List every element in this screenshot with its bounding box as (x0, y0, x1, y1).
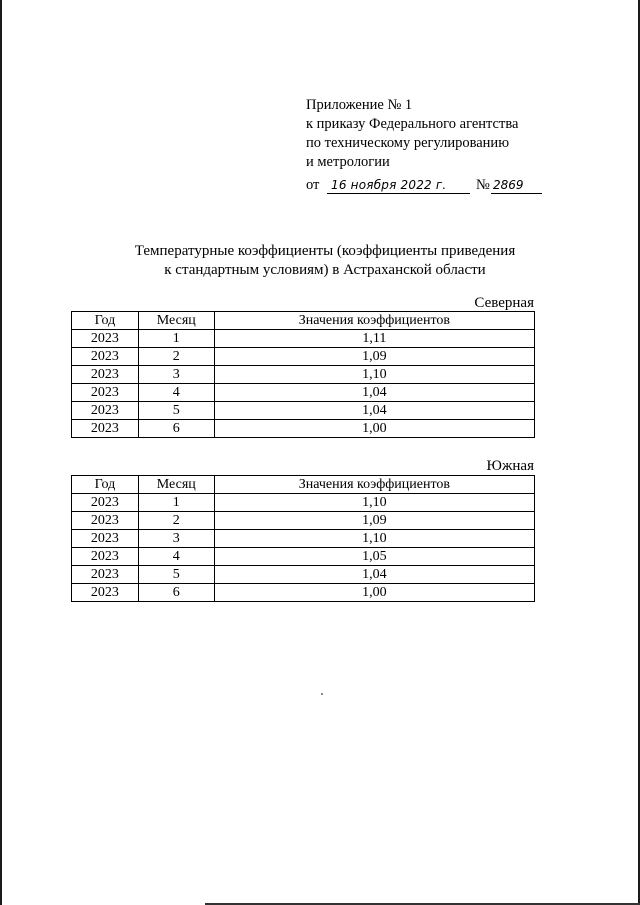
document-title (60, 242, 590, 280)
cell-coefficient: 1,05 (214, 548, 534, 566)
cell-month: 1 (138, 494, 214, 512)
table-header-row (72, 476, 535, 494)
region-label-south: Южная (486, 458, 534, 474)
cell-month: 5 (138, 566, 214, 584)
header-coefficient: Значения коэффициентов (214, 476, 534, 494)
handwritten-date: 16 ноября 2022 г. (327, 174, 470, 194)
coefficients-table-north (71, 311, 535, 438)
table-row (72, 494, 535, 512)
cell-coefficient: 1,09 (214, 512, 534, 530)
cell-month: 6 (138, 584, 214, 602)
cell-coefficient: 1,04 (214, 384, 534, 402)
region-label-north: Северная (474, 295, 534, 311)
annex-order-line: к приказу Федерального агентства (306, 116, 519, 132)
table-row (72, 512, 535, 530)
scan-edge-left (0, 0, 2, 905)
cell-year: 2023 (72, 402, 139, 420)
table-header-row (72, 312, 535, 330)
cell-year: 2023 (72, 348, 139, 366)
annex-title: Приложение № 1 (306, 97, 413, 113)
order-date-number-row (306, 176, 566, 198)
header-year: Год (72, 312, 139, 330)
table-row (72, 548, 535, 566)
number-prefix: № (476, 177, 490, 193)
cell-month: 3 (138, 366, 214, 384)
cell-year: 2023 (72, 530, 139, 548)
header-month: Месяц (138, 312, 214, 330)
annex-header (306, 96, 566, 198)
cell-year: 2023 (72, 330, 139, 348)
cell-year: 2023 (72, 512, 139, 530)
cell-coefficient: 1,10 (214, 366, 534, 384)
table-row (72, 330, 535, 348)
cell-month: 4 (138, 548, 214, 566)
header-year: Год (72, 476, 139, 494)
table-row (72, 384, 535, 402)
cell-coefficient: 1,11 (214, 330, 534, 348)
cell-month: 3 (138, 530, 214, 548)
cell-year: 2023 (72, 494, 139, 512)
cell-month: 5 (138, 402, 214, 420)
cell-month: 4 (138, 384, 214, 402)
header-coefficient: Значения коэффициентов (214, 312, 534, 330)
cell-coefficient: 1,04 (214, 402, 534, 420)
header-month: Месяц (138, 476, 214, 494)
cell-month: 2 (138, 512, 214, 530)
table-row (72, 530, 535, 548)
cell-year: 2023 (72, 566, 139, 584)
cell-year: 2023 (72, 548, 139, 566)
title-line-1: Температурные коэффициенты (коэффициенты приведения (134, 243, 516, 259)
table-row (72, 366, 535, 384)
coefficients-table-south (71, 475, 535, 602)
cell-coefficient: 1,10 (214, 530, 534, 548)
cell-month: 6 (138, 420, 214, 438)
cell-coefficient: 1,00 (214, 420, 534, 438)
cell-coefficient: 1,10 (214, 494, 534, 512)
cell-year: 2023 (72, 366, 139, 384)
cell-coefficient: 1,00 (214, 584, 534, 602)
handwritten-order-number: 2869 (491, 174, 542, 194)
annex-agency-line: по техническому регулированию (306, 135, 510, 151)
table-row (72, 584, 535, 602)
date-prefix: от (306, 177, 320, 193)
scan-speck (321, 693, 323, 695)
title-line-2: к стандартным условиям) в Астраханской области (164, 262, 486, 278)
table-row (72, 420, 535, 438)
cell-coefficient: 1,09 (214, 348, 534, 366)
cell-coefficient: 1,04 (214, 566, 534, 584)
cell-year: 2023 (72, 584, 139, 602)
cell-month: 1 (138, 330, 214, 348)
cell-year: 2023 (72, 384, 139, 402)
table-row (72, 402, 535, 420)
table-row (72, 348, 535, 366)
annex-agency-line-2: и метрологии (306, 154, 390, 170)
cell-month: 2 (138, 348, 214, 366)
table-row (72, 566, 535, 584)
cell-year: 2023 (72, 420, 139, 438)
